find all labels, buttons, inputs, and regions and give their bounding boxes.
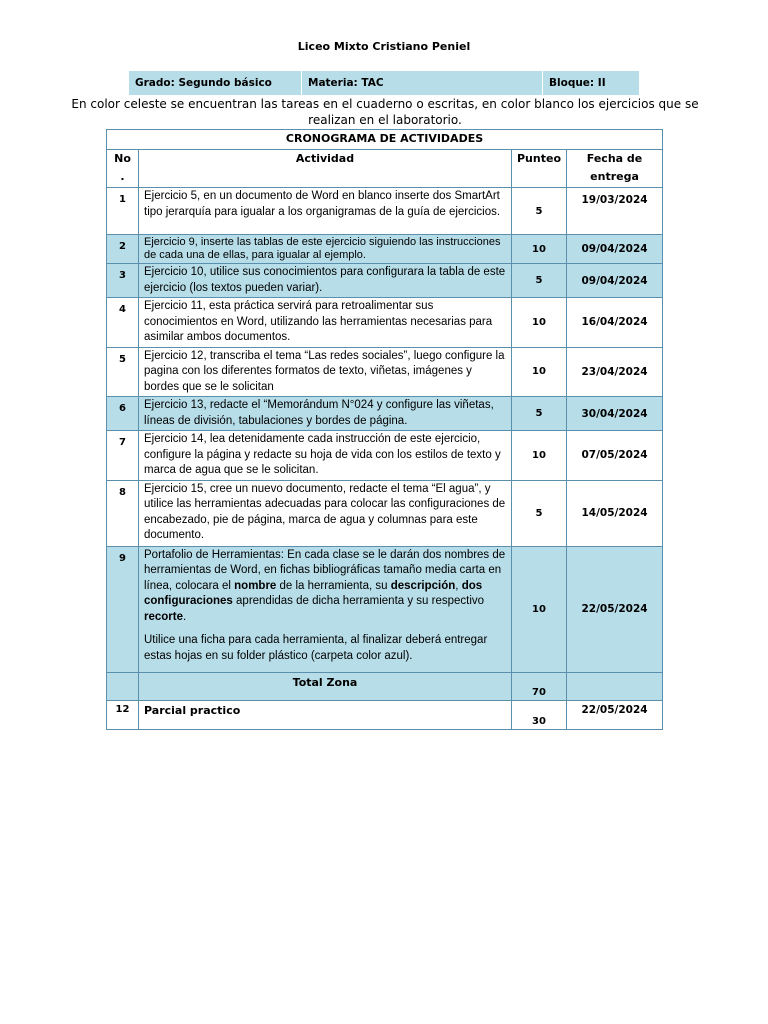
row-activity: Ejercicio 9, inserte las tablas de este ejercicio siguiendo las instrucciones de cada una de ellas, para igualar al ejemplo. [139, 235, 512, 264]
row-number: 9 [107, 546, 139, 672]
row-punteo: 5 [512, 264, 567, 298]
table-row [107, 235, 663, 264]
col-header-actividad: Actividad [139, 150, 512, 188]
row-punteo: 10 [512, 235, 567, 264]
row-number: 12 [107, 700, 139, 729]
table-row [107, 397, 663, 431]
row-number: 8 [107, 480, 139, 546]
row-fecha: 07/05/2024 [567, 431, 663, 481]
row-activity: Ejercicio 10, utilice sus conocimientos para configurara la tabla de este ejercicio (los textos pueden variar). [139, 264, 512, 298]
row-activity: Ejercicio 13, redacte el “Memorándum N°024 y configure las viñetas, líneas de división, tabulaciones y bordes de página. [139, 397, 512, 431]
school-name: Liceo Mixto Cristiano Peniel [297, 40, 471, 53]
grado-cell: Grado: Segundo básico [129, 71, 302, 96]
row-punteo: 5 [512, 480, 567, 546]
row-activity: Ejercicio 11, esta práctica servirá para retroalimentar sus conocimientos en Word, utilizando las herramientas necesarias para asimilar ambos documentos. [139, 298, 512, 348]
empty-cell [107, 672, 139, 700]
total-punteo: 70 [512, 672, 567, 700]
text-span: de la herramienta, su [276, 579, 391, 592]
materia-cell: Materia: TAC [302, 71, 543, 96]
row-fecha: 16/04/2024 [567, 298, 663, 348]
row-fecha: 19/03/2024 [567, 188, 663, 235]
row-number: 4 [107, 298, 139, 348]
table-row [107, 480, 663, 546]
row-number: 2 [107, 235, 139, 264]
row-number: 3 [107, 264, 139, 298]
portfolio-paragraph [144, 548, 507, 626]
col-header-fecha: Fecha de entrega [567, 150, 663, 188]
col-header-no: No . [107, 150, 139, 188]
row-punteo: 10 [512, 546, 567, 672]
row-fecha: 09/04/2024 [567, 235, 663, 264]
row-activity: Ejercicio 5, en un documento de Word en blanco inserte dos SmartArt tipo jerarquía para igualar a los organigramas de la guía de ejercicios. [139, 188, 512, 235]
row-activity: Ejercicio 15, cree un nuevo documento, redacte el tema “El agua”, y utilice las herramientas adecuadas para colocar las configuraciones de encabezado, pie de página, marca de agua y columnas para este documento. [139, 480, 512, 546]
course-info-table [128, 70, 640, 96]
row-number: 1 [107, 188, 139, 235]
table-title: CRONOGRAMA DE ACTIVIDADES [107, 130, 663, 150]
empty-cell [567, 672, 663, 700]
row-fecha: 23/04/2024 [567, 347, 663, 397]
table-row [107, 347, 663, 397]
table-row [107, 431, 663, 481]
total-label: Total Zona [139, 672, 512, 700]
bold-configuraciones: dos configuraciones [144, 579, 483, 607]
row-punteo: 5 [512, 397, 567, 431]
row-fecha: 22/05/2024 [567, 700, 663, 729]
row-number: 5 [107, 347, 139, 397]
col-header-punteo: Punteo [512, 150, 567, 188]
portfolio-instructions: Utilice una ficha para cada herramienta, al finalizar deberá entregar estas hojas en su folder plástico (carpeta color azul). [144, 634, 488, 662]
text-span: aprendidas de dicha herramienta y su respectivo [232, 595, 485, 607]
table-row [107, 298, 663, 348]
parcial-row [107, 700, 663, 729]
table-row [107, 264, 663, 298]
bold-nombre: nombre [234, 579, 277, 592]
total-row [107, 672, 663, 700]
row-punteo: 30 [512, 700, 567, 729]
row-activity: Ejercicio 14, lea detenidamente cada instrucción de este ejercicio, configure la página y redacte su hoja de vida con los estilos de texto y marca de agua que se le solicitan. [139, 431, 512, 481]
text-span: Portafolio de Herramientas: En cada clase se le darán dos nombres de herramientas de Word, en fichas bibliográficas tamaño media carta en línea, colocara el [144, 548, 506, 592]
text-span: . [183, 610, 187, 623]
row-fecha: 22/05/2024 [567, 546, 663, 672]
row-punteo: 10 [512, 347, 567, 397]
table-row [107, 546, 663, 672]
row-activity: Ejercicio 12, transcriba el tema “Las redes sociales”, luego configure la pagina con los diferentes formatos de texto, viñetas, imágenes y bordes que se le solicitan [139, 347, 512, 397]
row-number: 7 [107, 431, 139, 481]
row-fecha: 30/04/2024 [567, 397, 663, 431]
row-activity: Parcial practico [139, 700, 512, 729]
table-row [107, 188, 663, 235]
bold-descripcion: descripción [390, 579, 456, 592]
row-activity [139, 546, 512, 672]
row-punteo: 10 [512, 431, 567, 481]
bold-recorte: recorte [144, 610, 183, 623]
row-number: 6 [107, 397, 139, 431]
text-span: , [455, 579, 462, 592]
bloque-cell: Bloque: II [543, 71, 640, 96]
row-fecha: 14/05/2024 [567, 480, 663, 546]
color-note: En color celeste se encuentran las tareas en el cuaderno o escritas, en color blanco los ejercicios que se realizan en el laboratorio. [71, 97, 699, 127]
row-punteo: 5 [512, 188, 567, 235]
row-punteo: 10 [512, 298, 567, 348]
cronograma-table [106, 129, 663, 730]
row-fecha: 09/04/2024 [567, 264, 663, 298]
